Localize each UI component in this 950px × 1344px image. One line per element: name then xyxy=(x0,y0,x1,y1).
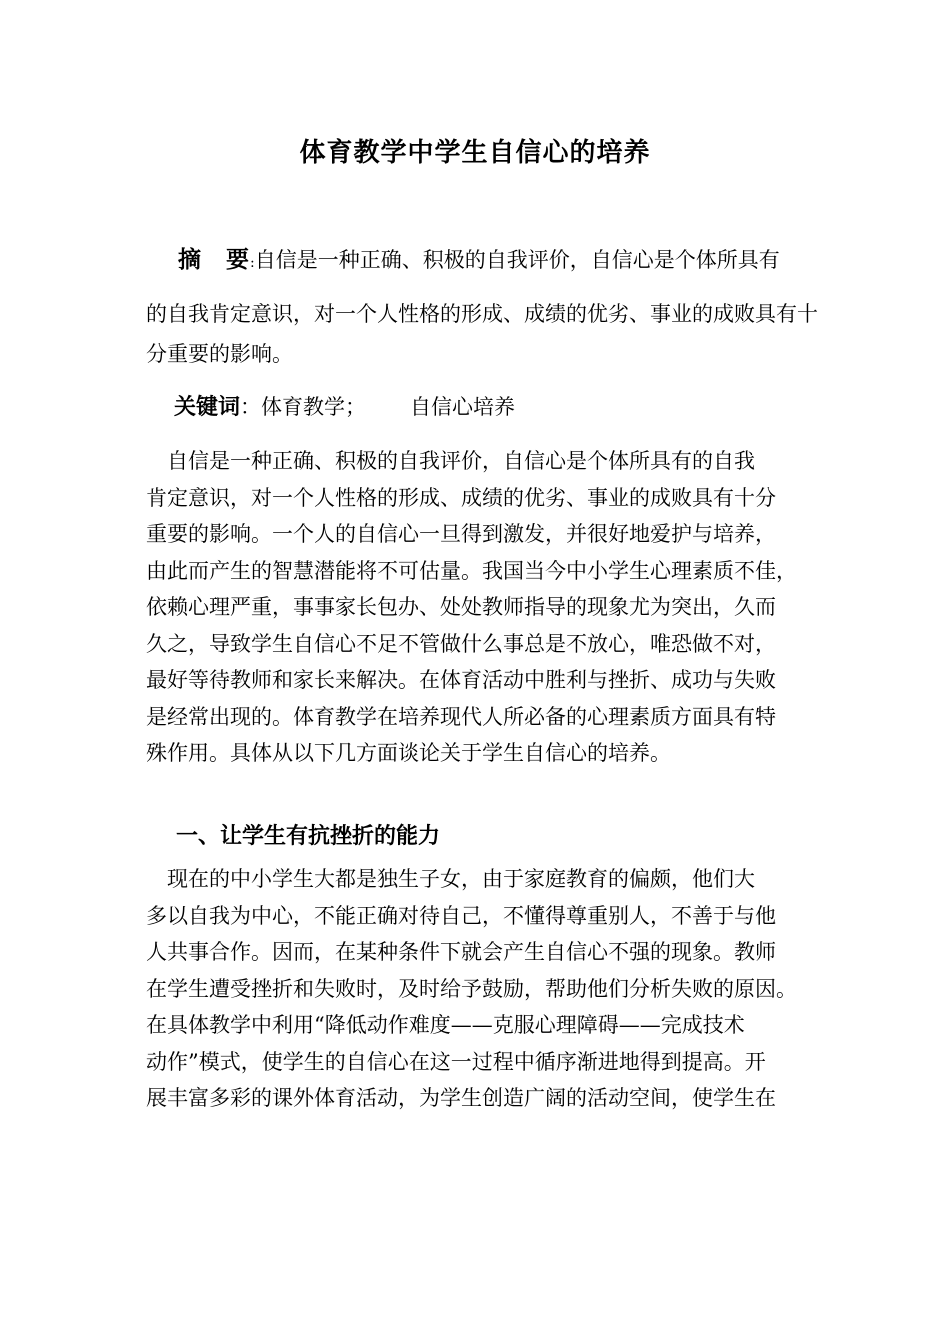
keyword-2: 自信心培养 xyxy=(410,395,516,419)
paragraph-line: 展丰富多彩的课外体育活动，为学生创造广阔的活动空间，使学生在 xyxy=(146,1086,776,1110)
paragraph-line: 人共事合作。因而，在某种条件下就会产生自信心不强的现象。教师 xyxy=(146,940,776,964)
abstract-colon: : xyxy=(250,255,255,271)
paragraph-line: 久之，导致学生自信心不足不管做什么事总是不放心，唯恐做不对， xyxy=(146,631,776,656)
paragraph-intro xyxy=(146,443,836,772)
paragraph-line: 动作”模式，使学生的自信心在这一过程中循序渐进地得到提高。开 xyxy=(146,1049,766,1074)
keywords xyxy=(174,390,515,421)
paragraph-line: 现在的中小学生大都是独生子女，由于家庭教育的偏颇，他们大 xyxy=(146,867,755,891)
keyword-1: 体育教学； xyxy=(261,395,367,419)
keywords-colon: ： xyxy=(240,395,262,419)
keywords-label: 关键词 xyxy=(174,395,241,420)
abstract-first-line xyxy=(178,241,780,274)
paragraph-line: 殊作用。具体从以下几方面谈论关于学生自信心的培养。 xyxy=(146,741,671,765)
paragraph-section-1 xyxy=(146,861,836,1117)
paragraph-line: 是经常出现的。体育教学在培养现代人所必备的心理素质方面具有特 xyxy=(146,704,776,729)
paragraph-line: 最好等待教师和家长来解决。在体育活动中胜利与挫折、成功与失败 xyxy=(146,668,776,692)
abstract-label: 摘 要 xyxy=(178,247,250,273)
paragraph-line: 在具体教学中利用“降低动作难度——克服心理障碍——完成技术 xyxy=(146,1013,745,1037)
paragraph-line: 重要的影响。一个人的自信心一旦得到激发，并很好地爱护与培养， xyxy=(146,522,776,546)
paragraph-line: 依赖心理严重，事事家长包办、处处教师指导的现象尤为突出，久而 xyxy=(146,595,776,619)
abstract-continuation: 的自我肯定意识，对一个人性格的形成、成绩的优劣、事业的成败具有十分重要的影响。 xyxy=(146,302,818,366)
paragraph-line: 自信是一种正确、积极的自我评价，自信心是个体所具有的自我 xyxy=(146,449,755,473)
paragraph-line: 肯定意识，对一个人性格的形成、成绩的优劣、事业的成败具有十分 xyxy=(146,485,776,510)
paragraph-line: 多以自我为中心，不能正确对待自己，不懂得尊重别人，不善于与他 xyxy=(146,903,776,928)
abstract-first-text: 自信是一种正确、积极的自我评价，自信心是个体所具有 xyxy=(254,248,780,272)
paragraph-line: 由此而产生的智慧潜能将不可估量。我国当今中小学生心理素质不佳， xyxy=(146,558,797,583)
section-heading-1: 一、让学生有抗挫折的能力 xyxy=(176,824,441,849)
paragraph-line: 在学生遭受挫折和失败时，及时给予鼓励，帮助他们分析失败的原因。 xyxy=(146,976,797,1001)
document-title: 体育教学中学生自信心的培养 xyxy=(299,138,651,168)
